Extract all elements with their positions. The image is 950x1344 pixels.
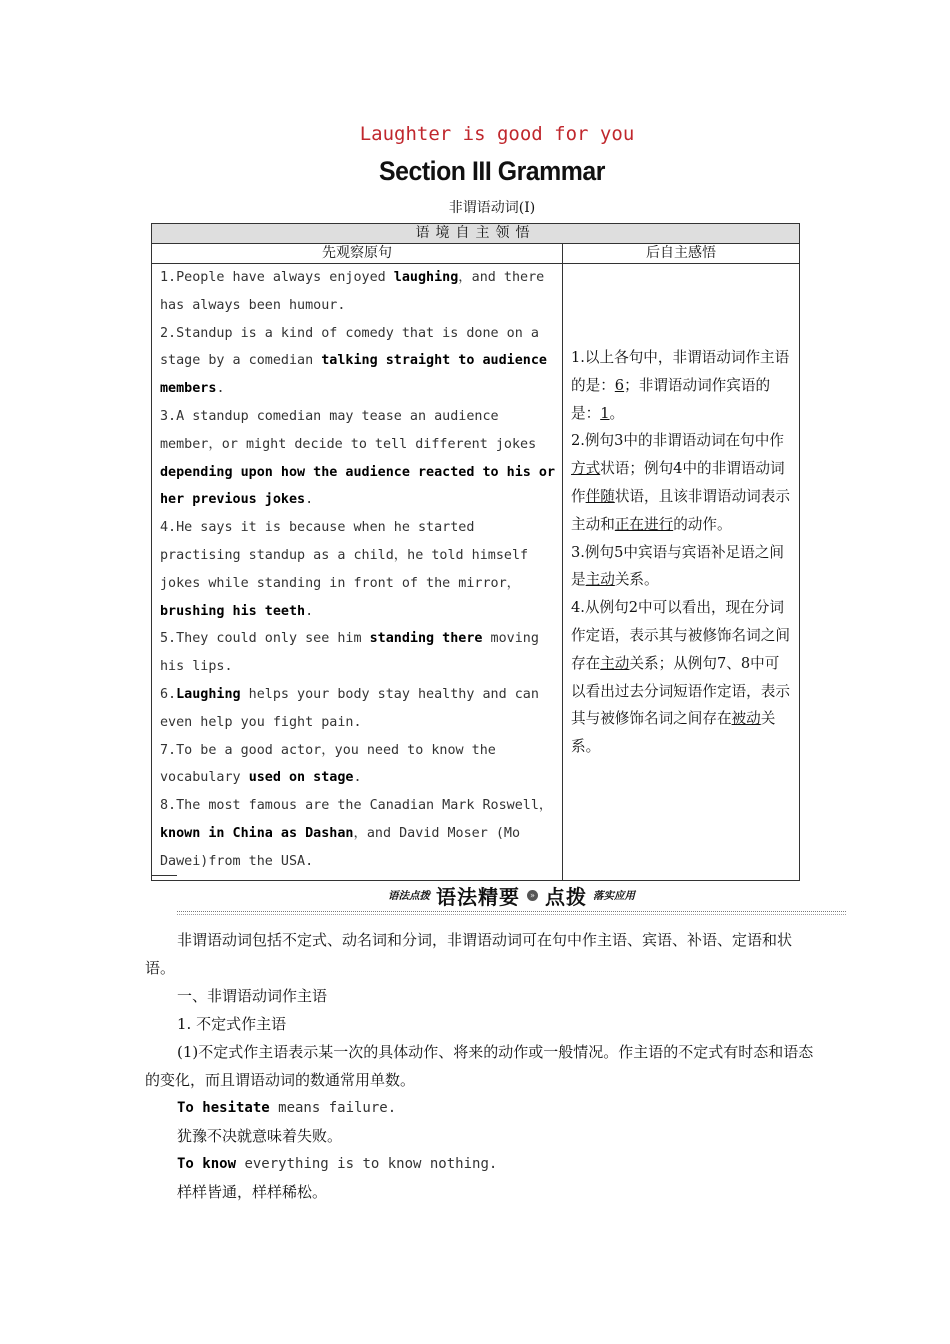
context-table xyxy=(151,223,800,881)
example-sentence-5: 5.They could only see him standing there moving his lips. xyxy=(160,631,539,675)
banner-divider xyxy=(177,911,846,915)
topic-title: 非谓语动词(Ⅰ) xyxy=(448,200,536,216)
banner-title-1: 语法精要 xyxy=(436,886,520,909)
heading-1: 一、非谓语动词作主语 xyxy=(177,987,328,1005)
example-sentence-1: 1.People have always enjoyed laughing，and there has always been humour. xyxy=(160,270,545,313)
example-cn-1: 犹豫不决就意味着失败。 xyxy=(177,1127,343,1145)
note-2: 2.例句3中的非谓语动词在句中作方式状语；例句4中的非谓语动词作伴随状语，且该非谓语动词表示主动和正在进行的动作。 xyxy=(571,432,790,533)
example-sentence-7: 7.To be a good actor，you need to know the vocabulary used on stage. xyxy=(160,742,496,786)
example-en-2: To know everything is to know nothing. xyxy=(177,1156,498,1172)
double-arrow-icon: » xyxy=(527,890,538,901)
section-title: Section III Grammar xyxy=(379,156,605,186)
example-sentence-8: 8.The most famous are the Canadian Mark Roswell，known in China as Dashan，and David Moser (Mo Dawei)from the USA. xyxy=(160,798,553,869)
note-1: 1.以上各句中，非谓语动词作主语的是：6；非谓语动词作宾语的是：1。 xyxy=(571,349,790,422)
example-sentence-6: 6.Laughing helps your body stay healthy and can even help you fight pain. xyxy=(160,686,539,730)
table-bottom-stub xyxy=(151,875,177,876)
example-sentence-2: 2.Standup is a kind of comedy that is done on a stage by a comedian talking straight to audience members. xyxy=(160,325,547,397)
intro-paragraph: 非谓语动词包括不定式、动名词和分词，非谓语动词可在句中作主语、宾语、补语、定语和状语。 xyxy=(145,931,793,977)
rule-paragraph: (1)不定式作主语表示某一次的具体动作、将来的动作或一般情况。作主语的不定式有时态和语态的变化，而且谓语动词的数通常用单数。 xyxy=(145,1043,814,1089)
example-cn-2: 样样皆通，样样稀松。 xyxy=(177,1183,328,1201)
heading-2: 1. 不定式作主语 xyxy=(177,1015,287,1033)
notes-cell xyxy=(563,264,800,881)
banner-right-label: 落实应用 xyxy=(593,889,635,902)
banner-title-2: 点拨 xyxy=(545,886,587,909)
example-en-1: To hesitate means failure. xyxy=(177,1100,397,1116)
col-header-reflect: 后自主感悟 xyxy=(563,244,800,264)
col-header-observe: 先观察原句 xyxy=(152,244,563,264)
grammar-body xyxy=(145,926,815,1206)
table-band-label: 语境自主领悟 xyxy=(152,224,800,244)
example-sentence-4: 4.He says it is because when he started practising standup as a child，he told himself jokes while standing in front of the mirror，brushing his teeth. xyxy=(160,520,529,619)
banner-left-label: 语法点拨 xyxy=(388,889,430,902)
grammar-banner xyxy=(177,880,846,914)
example-sentence-3: 3.A standup comedian may tease an audience member，or might decide to tell different jokes depending upon how the audience reacted to his or her previous jokes. xyxy=(160,408,556,508)
unit-title: Laughter is good for you xyxy=(359,123,635,145)
note-4: 4.从例句2中可以看出，现在分词作定语，表示其与被修饰名词之间存在主动关系；从例句7、8中可以看出过去分词短语作定语，表示其与被修饰名词之间存在被动关系。 xyxy=(571,599,790,756)
note-3: 3.例句5中宾语与宾语补足语之间是主动关系。 xyxy=(571,543,784,589)
sentences-cell xyxy=(152,264,563,881)
